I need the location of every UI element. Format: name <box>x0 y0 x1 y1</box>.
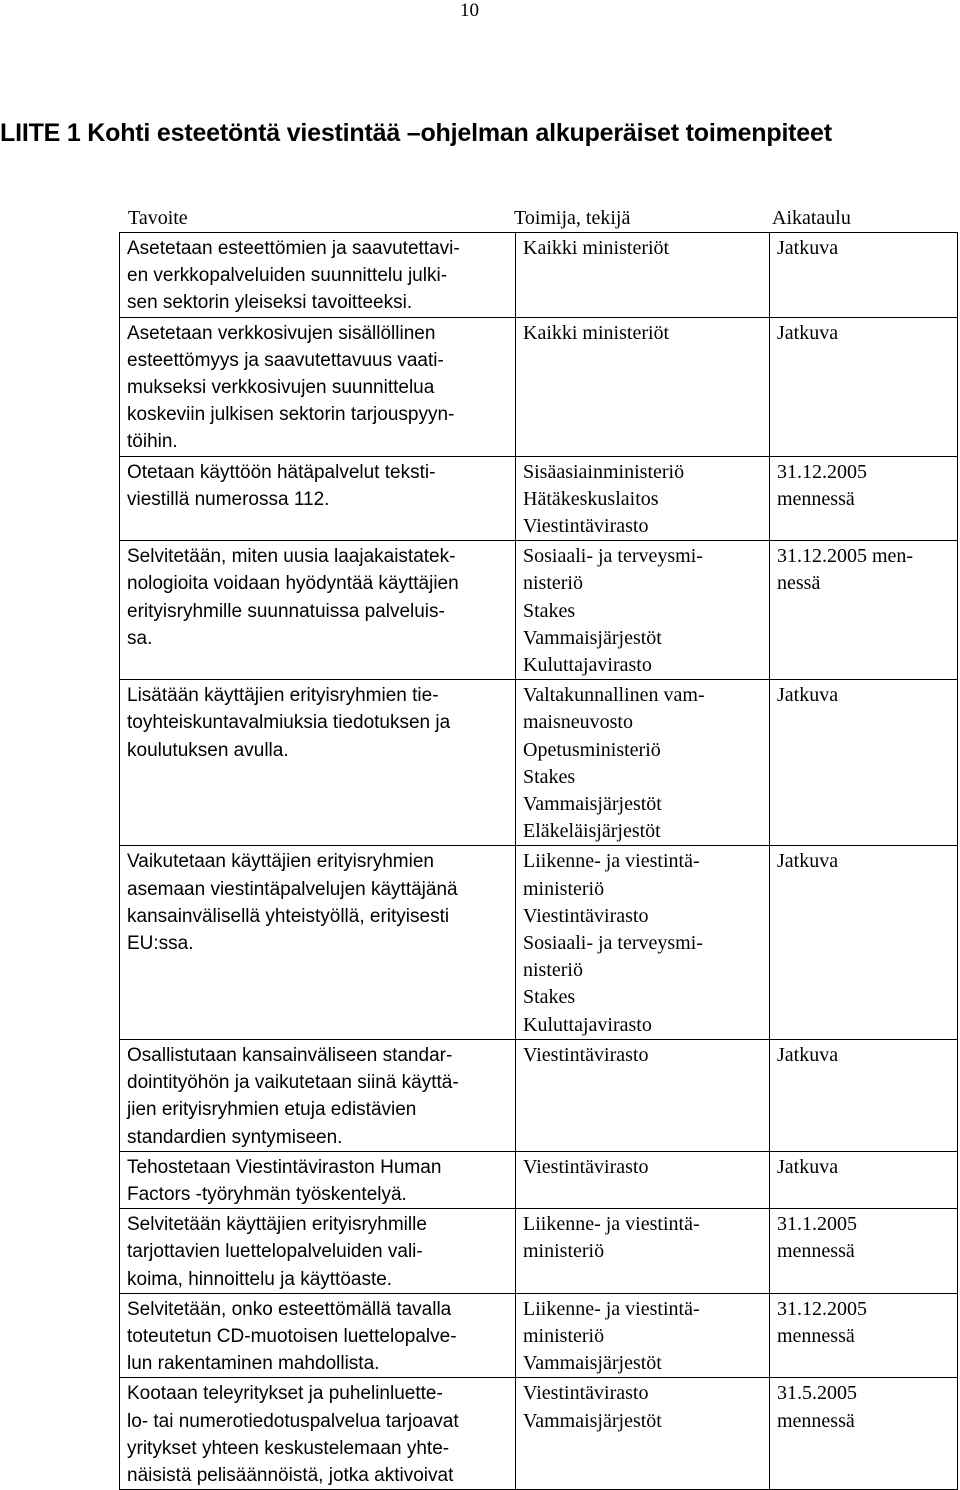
schedule-cell <box>770 1039 958 1151</box>
actor-cell-text: Liikenne- ja viestintä- ministeriö <box>523 1213 700 1263</box>
actor-cell-text: Kaikki ministeriöt <box>523 237 670 259</box>
schedule-cell-text: Jatkuva <box>777 1155 839 1178</box>
actor-cell-text: Viestintävirasto Vammaisjärjestöt <box>523 1382 662 1432</box>
table-row <box>120 541 958 680</box>
measures-table-body <box>120 233 958 1490</box>
goal-cell <box>120 317 516 456</box>
actor-cell <box>516 541 770 680</box>
schedule-cell <box>770 846 958 1039</box>
schedule-cell-text: 31.5.2005 mennessä <box>777 1382 857 1432</box>
goal-cell-text: Kootaan teleyritykset ja puhelinluette- lo- tai numerotiedotuspalvelua tarjoavat yritykset yhteen keskustelemaan yhte- näisistä pelisäännöistä, jotka aktivoivat <box>127 1383 459 1486</box>
schedule-cell-text: 31.12.2005 mennessä <box>777 1297 867 1347</box>
schedule-cell-text: Jatkuva <box>777 850 839 873</box>
goal-cell <box>120 1209 516 1294</box>
schedule-cell <box>770 1151 958 1208</box>
actor-cell <box>516 680 770 846</box>
schedule-cell <box>770 317 958 456</box>
actor-cell-text: Liikenne- ja viestintä- ministeriö Vammaisjärjestöt <box>523 1297 700 1375</box>
column-header-actor: Toimija, tekijä <box>514 207 631 229</box>
actor-cell <box>516 846 770 1039</box>
schedule-cell <box>770 456 958 541</box>
actor-cell-text: Liikenne- ja viestintä- ministeriö Viestintävirasto Sosiaali- ja terveysmi- nisteriö Stakes Kuluttajavirasto <box>523 850 703 1036</box>
column-header-schedule: Aikataulu <box>772 207 851 229</box>
goal-cell-text: Selvitetään käyttäjien erityisryhmille tarjottavien luettelopalveluiden vali- koima, hinnoittelu ja käyttöaste. <box>127 1214 427 1290</box>
actor-cell-text: Sisäasiainministeriö Hätäkeskuslaitos Viestintävirasto <box>523 460 685 538</box>
goal-cell-text: Tehostetaan Viestintäviraston Human Factors -työryhmän työskentelyä. <box>127 1156 442 1205</box>
goal-cell <box>120 456 516 541</box>
actor-cell <box>516 317 770 456</box>
table-row <box>120 1039 958 1151</box>
actor-cell <box>516 1151 770 1208</box>
goal-cell <box>120 541 516 680</box>
goal-cell-text: Asetetaan verkkosivujen sisällöllinen esteettömyys ja saavutettavuus vaati- mukseksi verkkosivujen suunnittelua koskeviin julkisen sektorin tarjouspyyn- töihin. <box>127 322 455 453</box>
schedule-cell <box>770 1378 958 1490</box>
actor-cell-text: Valtakunnallinen vam- maisneuvosto Opetusministeriö Stakes Vammaisjärjestöt Eläkeläisjärjestöt <box>523 684 705 843</box>
page-number: 10 <box>460 0 479 21</box>
schedule-cell-text: Jatkuva <box>777 1043 839 1066</box>
actor-cell-text: Kaikki ministeriöt <box>523 321 670 344</box>
table-row <box>120 846 958 1039</box>
table-row <box>120 1293 958 1378</box>
actor-cell-text: Viestintävirasto <box>523 1155 649 1178</box>
schedule-cell-text: Jatkuva <box>777 321 839 344</box>
table-row <box>120 1151 958 1208</box>
actor-cell <box>516 1378 770 1490</box>
schedule-cell <box>770 1209 958 1294</box>
appendix-heading: LIITE 1 Kohti esteetöntä viestintää –ohjelman alkuperäiset toimenpiteet <box>0 119 832 147</box>
actor-cell-text: Viestintävirasto <box>523 1043 649 1066</box>
goal-cell-text: Selvitetään, miten uusia laajakaistatek- nologioita voidaan hyödyntää käyttäjien erityisryhmille suunnatuissa palveluis- sa. <box>127 546 459 649</box>
goal-cell-text: Osallistutaan kansainväliseen standar- dointityöhön ja vaikutetaan siinä käyttä- jien erityisryhmien etuja edistävien standardien syntymiseen. <box>127 1044 459 1148</box>
table-row <box>120 456 958 541</box>
schedule-cell-text: 31.1.2005 mennessä <box>777 1213 857 1263</box>
goal-cell-text: Vaikutetaan käyttäjien erityisryhmien asemaan viestintäpalvelujen käyttäjänä kansainvälisellä yhteistyöllä, erityisesti EU:ssa. <box>127 851 458 955</box>
measures-table <box>119 232 958 1490</box>
schedule-cell <box>770 541 958 680</box>
table-row <box>120 1209 958 1294</box>
goal-cell <box>120 1378 516 1490</box>
actor-cell <box>516 1293 770 1378</box>
schedule-cell-text: 31.12.2005 men- nessä <box>777 545 914 595</box>
goal-cell <box>120 1293 516 1378</box>
goal-cell <box>120 1151 516 1208</box>
schedule-cell <box>770 233 958 318</box>
goal-cell <box>120 1039 516 1151</box>
schedule-cell <box>770 680 958 846</box>
actor-cell-text: Sosiaali- ja terveysmi- nisteriö Stakes Vammaisjärjestöt Kuluttajavirasto <box>523 545 703 677</box>
goal-cell <box>120 233 516 318</box>
goal-cell <box>120 846 516 1039</box>
table-row <box>120 233 958 318</box>
table-row <box>120 1378 958 1490</box>
actor-cell <box>516 1039 770 1151</box>
goal-cell-text: Lisätään käyttäjien erityisryhmien tie- toyhteiskuntavalmiuksia tiedotuksen ja koulutuksen avulla. <box>127 685 451 761</box>
actor-cell <box>516 233 770 318</box>
table-row <box>120 680 958 846</box>
goal-cell-text: Selvitetään, onko esteettömällä tavalla toteutetun CD-muotoisen luettelopalve- lun rakentaminen mahdollista. <box>127 1298 457 1375</box>
schedule-cell-text: 31.12.2005 mennessä <box>777 460 867 510</box>
goal-cell-text: Asetetaan esteettömien ja saavutettavi- en verkkopalveluiden suunnittelu julki- sen sektorin yleiseksi tavoitteeksi. <box>127 238 460 314</box>
goal-cell <box>120 680 516 846</box>
actor-cell <box>516 456 770 541</box>
schedule-cell-text: Jatkuva <box>777 684 839 707</box>
column-header-goal: Tavoite <box>128 207 188 229</box>
actor-cell <box>516 1209 770 1294</box>
schedule-cell-text: Jatkuva <box>777 237 839 259</box>
table-row <box>120 317 958 456</box>
goal-cell-text: Otetaan käyttöön hätäpalvelut teksti- viestillä numerossa 112. <box>127 461 436 510</box>
schedule-cell <box>770 1293 958 1378</box>
